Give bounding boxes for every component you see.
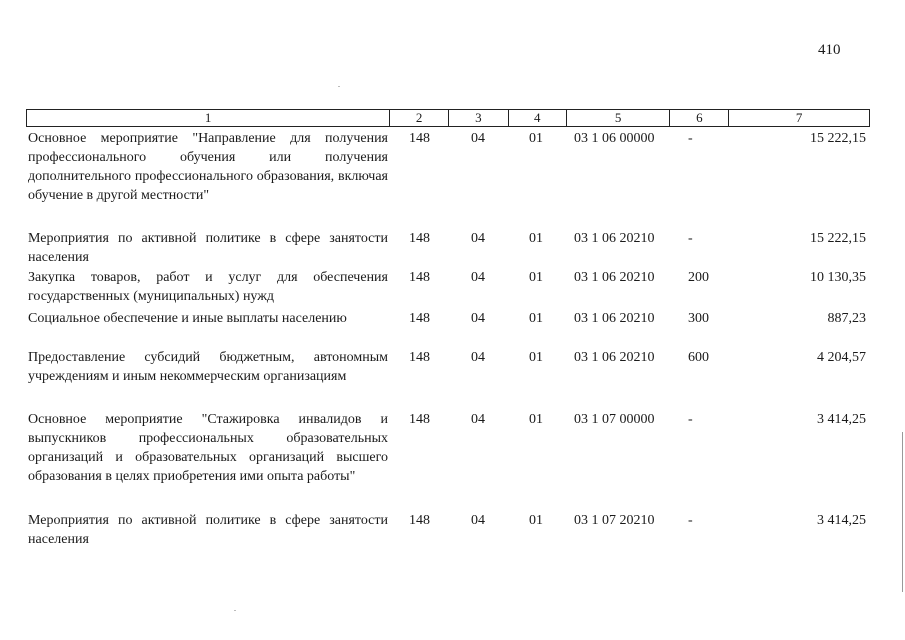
row-description: Социальное обеспечение и иные выплаты населению — [28, 311, 347, 326]
row-code-4: 01 — [529, 350, 543, 365]
row-code-3: 04 — [471, 311, 485, 326]
page-number: 410 — [818, 42, 841, 58]
row-amount: 887,23 — [827, 311, 866, 326]
row-code-3: 04 — [471, 270, 485, 285]
row-description: Закупка товаров, работ и услуг для обеспечения государственных (муниципальных) нужд — [28, 270, 388, 304]
row-code-4: 01 — [529, 311, 543, 326]
header-col-7: 7 — [728, 110, 869, 126]
row-code-6: 600 — [688, 350, 709, 365]
row-amount: 10 130,35 — [810, 270, 866, 285]
table-header — [26, 109, 870, 127]
row-code-4: 01 — [529, 513, 543, 528]
row-code-5: 03 1 06 00000 — [574, 131, 655, 146]
row-amount: 15 222,15 — [810, 131, 866, 146]
header-col-1: 1 — [204, 110, 212, 125]
header-col-6: 6 — [669, 110, 728, 126]
row-description: Мероприятия по активной политике в сфере занятости населения — [28, 513, 388, 547]
row-code-6: - — [688, 412, 693, 427]
row-code-6: 200 — [688, 270, 709, 285]
row-description: Мероприятия по активной политике в сфере занятости населения — [28, 231, 388, 265]
row-code-2: 148 — [409, 350, 430, 365]
row-code-6: - — [688, 231, 693, 246]
row-code-4: 01 — [529, 131, 543, 146]
header-col-3: 3 — [448, 110, 508, 126]
row-description: Основное мероприятие "Стажировка инвалидов и выпускников профессиональных образовательных организаций и образовательных организаций высшего образования в целях приобретения ими опыта работы" — [28, 412, 388, 484]
row-code-3: 04 — [471, 412, 485, 427]
row-code-2: 148 — [409, 311, 430, 326]
row-code-6: - — [688, 131, 693, 146]
scan-speck — [338, 86, 340, 87]
row-code-2: 148 — [409, 270, 430, 285]
scan-speck — [234, 610, 236, 611]
row-code-5: 03 1 06 20210 — [574, 270, 655, 285]
scan-edge-mark — [902, 432, 903, 592]
row-code-3: 04 — [471, 131, 485, 146]
row-description: Основное мероприятие "Направление для получения профессионального обучения или получения дополнительного профессионального образования, включая обучение в другой местности" — [28, 131, 388, 203]
row-amount: 3 414,25 — [817, 412, 866, 427]
row-code-2: 148 — [409, 513, 430, 528]
row-code-3: 04 — [471, 513, 485, 528]
header-col-2: 2 — [389, 110, 448, 126]
row-code-5: 03 1 07 20210 — [574, 513, 655, 528]
row-code-6: 300 — [688, 311, 709, 326]
row-code-2: 148 — [409, 231, 430, 246]
row-amount: 15 222,15 — [810, 231, 866, 246]
row-code-2: 148 — [409, 131, 430, 146]
header-col-4: 4 — [508, 110, 566, 126]
row-code-2: 148 — [409, 412, 430, 427]
row-code-4: 01 — [529, 412, 543, 427]
header-col-5: 5 — [566, 110, 670, 126]
row-code-4: 01 — [529, 231, 543, 246]
row-code-5: 03 1 07 00000 — [574, 412, 655, 427]
row-code-4: 01 — [529, 270, 543, 285]
row-code-6: - — [688, 513, 693, 528]
row-amount: 3 414,25 — [817, 513, 866, 528]
row-code-5: 03 1 06 20210 — [574, 311, 655, 326]
row-description: Предоставление субсидий бюджетным, автономным учреждениям и иным некоммерческим организациям — [28, 350, 388, 384]
row-code-3: 04 — [471, 231, 485, 246]
row-code-5: 03 1 06 20210 — [574, 350, 655, 365]
row-code-5: 03 1 06 20210 — [574, 231, 655, 246]
row-amount: 4 204,57 — [817, 350, 866, 365]
row-code-3: 04 — [471, 350, 485, 365]
